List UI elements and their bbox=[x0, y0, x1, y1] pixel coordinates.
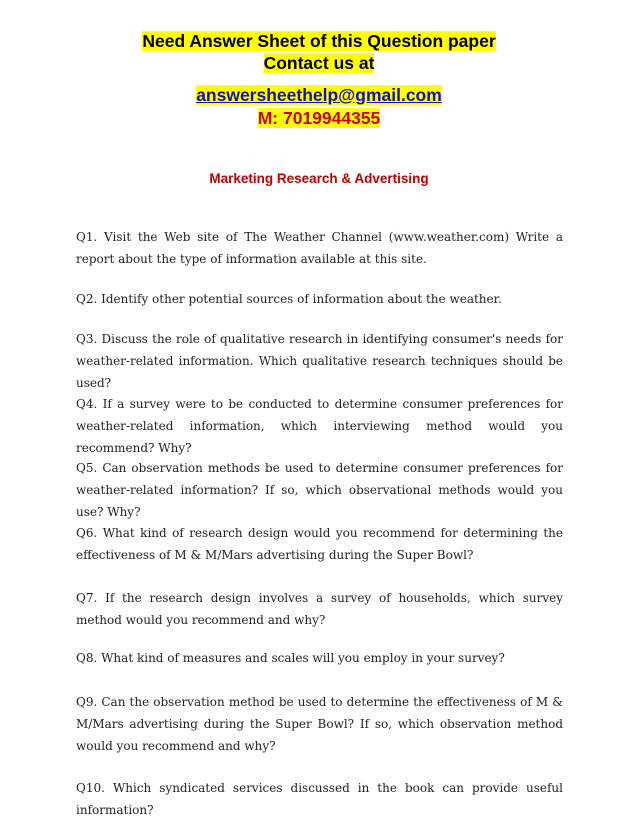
header-title: Need Answer Sheet of this Question paper bbox=[142, 31, 496, 51]
header-line-2 bbox=[0, 52, 638, 74]
question-item: Q8. What kind of measures and scales will you employ in your survey? bbox=[76, 651, 505, 665]
header-email-line bbox=[0, 84, 638, 106]
header-phone-line bbox=[0, 106, 638, 130]
question-item: Q2. Identify other potential sources of information about the weather. bbox=[76, 292, 502, 306]
header-contact-label: Contact us at bbox=[263, 53, 375, 73]
question-item: Q9. Can the observation method be used to determine the effectiveness of M & M/Mars advertising during the Super Bowl? If so, which observation method would you recommend and why? bbox=[76, 695, 563, 753]
question-item: Q10. Which syndicated services discussed in the book can provide useful information? bbox=[76, 781, 563, 817]
header-line-1 bbox=[0, 30, 638, 52]
question-item: Q4. If a survey were to be conducted to determine consumer preferences for weather-related information, which interviewing method would you recommend? Why? bbox=[76, 397, 563, 455]
question-item: Q5. Can observation methods be used to determine consumer preferences for weather-related information? If so, which observational methods would you use? Why? bbox=[76, 461, 563, 519]
contact-header bbox=[0, 30, 638, 130]
question-item: Q3. Discuss the role of qualitative research in identifying consumer's needs for weather-related information. Which qualitative research techniques should be used? bbox=[76, 332, 563, 390]
question-item: Q7. If the research design involves a survey of households, which survey method would you recommend and why? bbox=[76, 591, 563, 627]
subject-title: Marketing Research & Advertising bbox=[209, 171, 429, 186]
phone-number: M: 7019944355 bbox=[257, 108, 381, 128]
question-item: Q6. What kind of research design would you recommend for determining the effectiveness of M & M/Mars advertising during the Super Bowl? bbox=[76, 526, 563, 562]
email-link[interactable]: answersheethelp@gmail.com bbox=[196, 85, 442, 105]
question-item: Q1. Visit the Web site of The Weather Channel (www.weather.com) Write a report about the type of information available at this site. bbox=[76, 230, 563, 266]
